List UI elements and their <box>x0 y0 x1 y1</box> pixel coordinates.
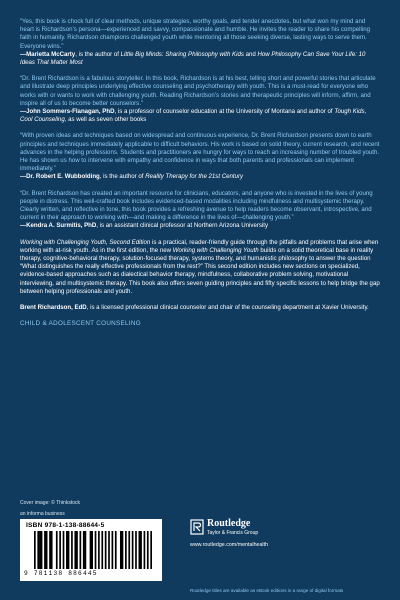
barcode-bar <box>66 531 69 569</box>
publisher-url[interactable]: www.routledge.com/mentalhealth <box>190 542 269 548</box>
publisher-name: Routledge <box>207 518 251 529</box>
ebook-note: Routledge titles are available as eBook editions in a range of digital formats <box>190 588 344 593</box>
endorser-affiliation: , is a professor of counselor education at the University of Montana and author of <box>114 108 335 116</box>
barcode-bar <box>90 531 93 569</box>
barcode-bar <box>63 531 65 569</box>
barcode-bar <box>39 531 42 569</box>
barcode-bar <box>105 531 107 569</box>
barcode-bar <box>59 531 61 569</box>
endorser-name: —Marietta McCarty <box>20 50 76 58</box>
barcode-bar <box>147 531 149 569</box>
endorser-book-title: Reality Therapy for the 21st Century <box>145 173 244 181</box>
endorsement-quote <box>20 190 380 231</box>
endorsement-quote <box>20 18 380 67</box>
author-bio-text: , is a licensed professional clinical counselor and chair of the counseling department at Xavier University. <box>86 304 369 312</box>
cover-image-credit: Cover image: © Thinkstock <box>20 500 81 506</box>
endorser-book-title: Little Big Minds: Sharing Philosophy with Kids <box>120 50 244 58</box>
endorser-book-title: Tough Kids, Cool Counseling <box>20 108 367 124</box>
quote-text: “Dr. Brent Richardson is a fabulous storyteller. In this book, Richardson is at his best, telling short and powerful stories that articulate and illustrate deep principles underlying effective counseling and psychotherapy with youth. This is a must-read for everyone who works with or wants to work with challenging youth. Reading Richardson’s stories and therapeutic principles will inform, affirm, and inspire all of us to become better counselors.” <box>20 75 376 107</box>
author-bio <box>20 304 380 312</box>
quote-attribution <box>20 51 380 67</box>
cover-text-area <box>20 18 380 327</box>
informa-business-label: an informa business <box>20 511 65 517</box>
book-description <box>20 239 380 296</box>
isbn-number: ISBN 978-1-138-88644-5 <box>26 522 105 529</box>
endorser-name: —John Sommers-Flanagan, PhD <box>20 108 115 116</box>
barcode-bar <box>95 531 97 569</box>
barcode-bar <box>144 531 146 569</box>
author-name: Brent Richardson, EdD <box>20 304 87 312</box>
endorser-affiliation: , is the author of <box>99 173 146 181</box>
publisher-group: Taylor & Francis Group <box>207 530 259 536</box>
endorser-name: —Kendra A. Surmitis, PhD <box>20 222 97 230</box>
quote-text: “Yes, this book is chock full of clear methods, unique strategies, worthy goals, and tender anecdotes, but what won my mind and heart is Richardson’s persona—experienced and savvy, compassionate and humble. He invites the reader to share his compelling faith in humanity. Richardson champions challenged youth while mentoring all those seeking diverse, lasting ways to serve them. Everyone wins.” <box>20 18 371 50</box>
barcode-bar <box>83 531 86 569</box>
barcode-bar <box>34 531 36 569</box>
barcode-bar <box>139 531 142 569</box>
barcode-bar <box>37 531 39 569</box>
barcode-bar <box>108 531 110 569</box>
description-text: is a practical, reader-friendly guide through the pitfalls and problems that arise when working with at-risk youth. As in the first edition, the new <box>20 238 379 254</box>
endorser-affiliation-2: , as well as seven other books <box>64 116 147 124</box>
subject-category: CHILD & ADOLESCENT COUNSELING <box>20 320 141 328</box>
endorser-affiliation-2: and <box>243 50 258 58</box>
barcode-bar <box>115 531 117 569</box>
barcode-bar <box>128 531 130 569</box>
routledge-logo-icon <box>190 519 204 535</box>
barcode-bar <box>98 531 100 569</box>
endorsement-quote <box>20 132 380 181</box>
quote-text: “With proven ideas and techniques based on widespread and continuous experience, Dr. Brent Richardson presents down to earth principles and techniques immediately applicable to difficult behaviors. His work is based on solid theory, current research, and recent advances in the helping professions. Students and practitioners are hungry for ways to reach an increasing number of troubled youth. He has shown us how to intervene with empathy and confidence in ways that both parents and professionals can implement immediately.” <box>20 132 380 173</box>
barcode-bar <box>56 531 58 569</box>
barcode-bar <box>125 531 127 569</box>
barcode-bar <box>120 531 123 569</box>
barcode-bar <box>44 531 47 569</box>
barcode-bar <box>135 531 137 569</box>
barcode-bar <box>80 531 82 569</box>
barcode-bar <box>71 531 73 569</box>
book-title: Working with Challenging Youth, Second Edition <box>20 238 151 246</box>
endorser-affiliation: , is an assistant clinical professor at Northern Arizona University <box>96 222 269 230</box>
barcode-digits: 9 781138 886445 <box>24 570 98 577</box>
quote-attribution <box>20 108 380 124</box>
barcode-bar <box>101 531 103 569</box>
isbn-barcode <box>20 519 162 581</box>
book-title: Working with Challenging Youth <box>172 246 259 254</box>
endorsement-quote <box>20 75 380 124</box>
barcode-bar <box>132 531 134 569</box>
endorser-book-title-2: How Philosophy Can Save Your Life: 10 Ideas That Matter Most <box>20 50 366 67</box>
quote-text: “Dr. Brent Richardson has created an important resource for clinicians, educators, and anyone who is invested in the lives of young people in distress. This well-crafted book includes evidenced-based modalities including mindfulness and multisystemic therapy. Clearly written, and reflective in tone, this book provides a refreshing avenue to help readers become observant, introspective, and current in their approach to working with—and making a difference in the lives of—challenging youth.” <box>20 189 373 222</box>
quote-attribution <box>20 222 380 230</box>
endorser-affiliation: , is the author of <box>75 50 121 58</box>
quote-attribution <box>20 173 380 181</box>
barcode-bar <box>49 531 52 569</box>
barcode-bars <box>34 531 152 569</box>
barcode-bar <box>112 531 114 569</box>
barcode-bar <box>74 531 77 569</box>
description-text: builds on a solid theoretical base in reality therapy, cognitive-behavioral therapy, solution-focused therapy, systems theory, and humanistic philosophy to answer the question “What distinguishes the really effective professionals from the rest?” This second edition includes new sections on specialized, evidence-based approaches such as dialectical behavior therapy, mindfulness, collaborative problem solving, motivational interviewing, and multisystemic therapy. This book also offers seven guiding principles and fifty specific lessons to help bridge the gap between helping professionals and youth. <box>20 246 380 295</box>
endorser-name: —Dr. Robert E. Wubbolding <box>20 173 100 181</box>
barcode-bar <box>150 531 152 569</box>
